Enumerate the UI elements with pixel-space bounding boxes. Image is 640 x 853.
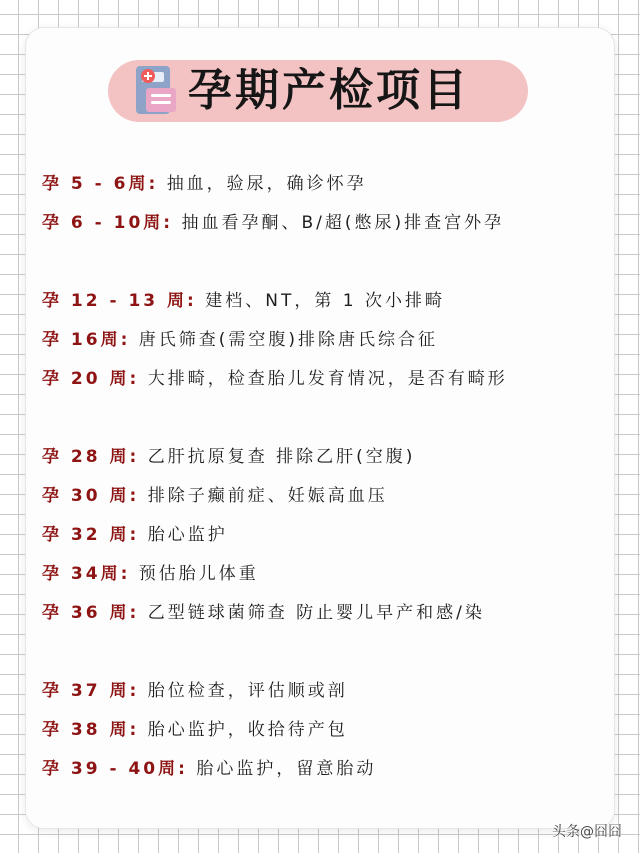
item-label: 孕 36 周:: [42, 603, 140, 623]
list-item: [42, 165, 602, 203]
item-text: 乙肝抗原复查 排除乙肝(空腹): [147, 447, 416, 467]
item-label: 孕 6 - 10周:: [42, 213, 174, 233]
list-item: [42, 204, 602, 242]
list-item: [42, 360, 602, 398]
item-text: 预估胎儿体重: [138, 564, 259, 584]
list-item: [42, 321, 602, 359]
item-label: 孕 12 - 13 周:: [42, 291, 197, 311]
list-item: [42, 711, 602, 749]
item-text: 唐氏筛查(需空腹)排除唐氏综合征: [138, 330, 439, 350]
item-label: 孕 39 - 40周:: [42, 759, 188, 779]
item-text: 胎心监护，收拾待产包: [147, 720, 348, 740]
item-text: 排除子癫前症、妊娠高血压: [147, 486, 388, 506]
item-label: 孕 5 - 6周:: [42, 174, 159, 194]
item-label: 孕 32 周:: [42, 525, 140, 545]
item-text: 乙型链球菌筛查 防止婴儿早产和感/染: [147, 603, 485, 623]
medical-record-icon: [132, 64, 178, 118]
item-label: 孕 20 周:: [42, 369, 140, 389]
list-item: [42, 672, 602, 710]
list-item: [42, 477, 602, 515]
item-label: 孕 16周:: [42, 330, 131, 350]
item-label: 孕 34周:: [42, 564, 131, 584]
list-item: [42, 594, 602, 632]
page-title: 孕期产检项目: [188, 65, 470, 116]
item-label: 孕 28 周:: [42, 447, 140, 467]
list-item: [42, 282, 602, 320]
list-item: [42, 438, 602, 476]
item-label: 孕 38 周:: [42, 720, 140, 740]
list-item: [42, 516, 602, 554]
item-label: 孕 37 周:: [42, 681, 140, 701]
item-text: 胎心监护: [147, 525, 228, 545]
list-item: [42, 555, 602, 593]
watermark: 头条@囧囧: [552, 824, 622, 840]
item-text: 抽血看孕酮、B/超(憋尿)排查宫外孕: [181, 213, 505, 233]
item-text: 抽血，验尿，确诊怀孕: [166, 174, 367, 194]
list-item: [42, 750, 602, 788]
item-text: 胎位检查，评估顺或剖: [147, 681, 348, 701]
item-label: 孕 30 周:: [42, 486, 140, 506]
item-text: 建档、NT，第 1 次小排畸: [205, 291, 445, 311]
item-text: 大排畸，检查胎儿发育情况，是否有畸形: [147, 369, 508, 389]
item-text: 胎心监护，留意胎动: [196, 759, 377, 779]
